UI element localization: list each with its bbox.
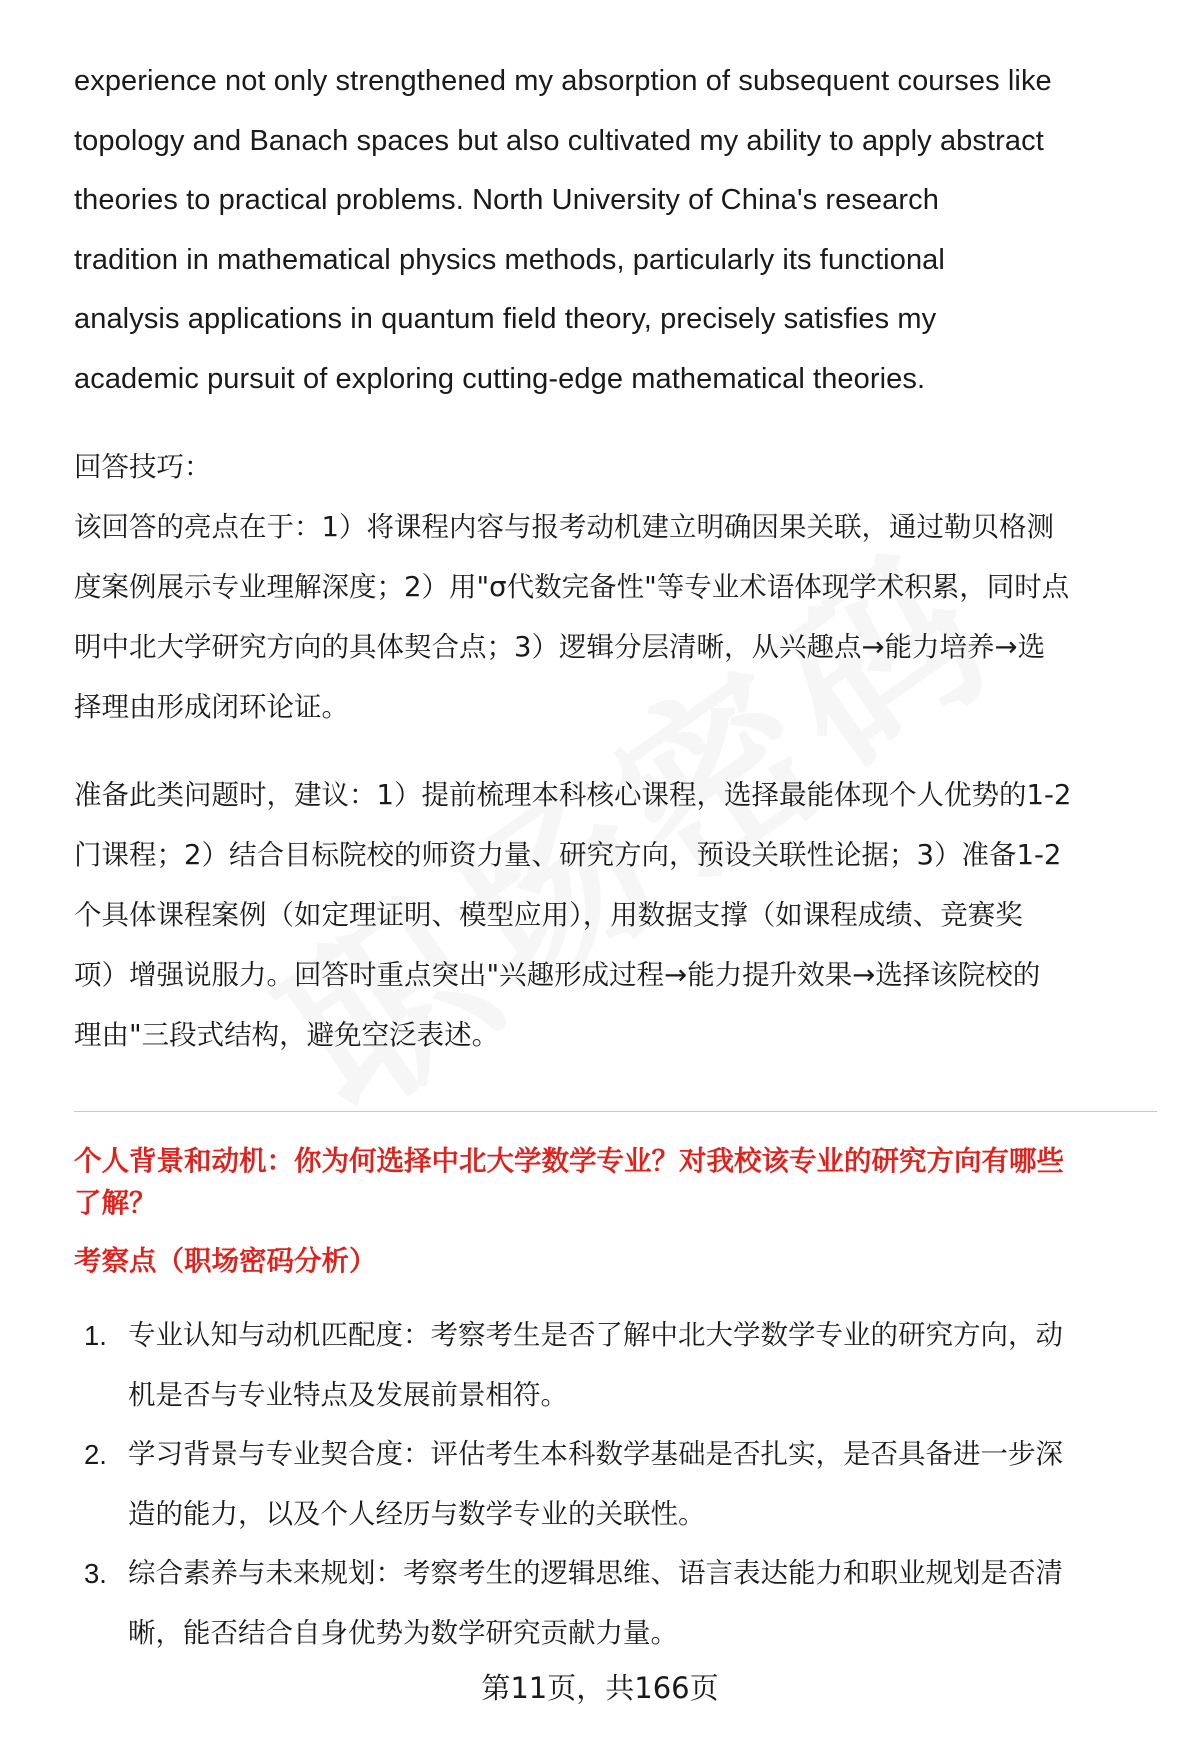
- list-item-line: 造的能力，以及个人经历与数学专业的关联性。: [128, 1497, 706, 1530]
- preparation-line: 门课程；2）结合目标院校的师资力量、研究方向，预设关联性论据；3）准备1-2: [74, 839, 1062, 871]
- preparation-line: 项）增强说服力。回答时重点突出"兴趣形成过程→能力提升效果→选择该院校的: [74, 959, 1041, 991]
- page-content: [74, 52, 1157, 1663]
- list-item-line: 晰，能否结合自身优势为数学研究贡献力量。: [128, 1616, 678, 1649]
- list-item-number: 2.: [84, 1439, 107, 1470]
- tips-paragraph: [74, 497, 1157, 737]
- list-item-number: 1.: [84, 1320, 107, 1351]
- tips-line: 度案例展示专业理解深度；2）用"σ代数完备性"等专业术语体现学术积累，同时点: [74, 571, 1070, 603]
- tips-heading: 回答技巧：: [74, 451, 212, 483]
- intro-line: topology and Banach spaces but also cultivated my ability to apply abstract: [74, 124, 1044, 157]
- focus-heading: 考察点（职场密码分析）: [74, 1245, 377, 1277]
- tips-line: 明中北大学研究方向的具体契合点；3）逻辑分层清晰，从兴趣点→能力培养→选: [74, 631, 1046, 663]
- question-line: 了解？: [74, 1187, 157, 1219]
- intro-line: theories to practical problems. North University of China's research: [74, 184, 939, 216]
- list-item: [74, 1544, 1157, 1663]
- section-divider: [74, 1111, 1157, 1112]
- intro-line: experience not only strengthened my absorption of subsequent courses like: [74, 65, 1052, 97]
- list-item-line: 综合素养与未来规划：考察考生的逻辑思维、语言表达能力和职业规划是否清: [128, 1557, 1063, 1589]
- preparation-line: 个具体课程案例（如定理证明、模型应用），用数据支撑（如课程成绩、竞赛奖: [74, 899, 1023, 931]
- page-footer: 第11页，共166页: [481, 1671, 719, 1705]
- preparation-line: 理由"三段式结构，避免空泛表述。: [74, 1019, 500, 1051]
- list-item-line: 机是否与专业特点及发展前景相符。: [128, 1378, 568, 1411]
- intro-line: analysis applications in quantum field theory, precisely satisfies my: [74, 303, 937, 335]
- question-heading: [74, 1140, 1157, 1224]
- tips-line: 择理由形成闭环论证。: [74, 691, 349, 723]
- intro-line: academic pursuit of exploring cutting-edge mathematical theories.: [74, 362, 926, 395]
- focus-list: [74, 1306, 1157, 1663]
- list-item-number: 3.: [84, 1558, 107, 1589]
- list-item: [74, 1425, 1157, 1544]
- list-item-line: 专业认知与动机匹配度：考察考生是否了解中北大学数学专业的研究方向，动: [128, 1319, 1063, 1351]
- intro-paragraph: [74, 52, 1157, 409]
- list-item: [74, 1306, 1157, 1425]
- tips-line: 该回答的亮点在于：1）将课程内容与报考动机建立明确因果关联，通过勒贝格测: [74, 511, 1054, 543]
- question-line: 个人背景和动机：你为何选择中北大学数学专业？对我校该专业的研究方向有哪些: [74, 1145, 1064, 1177]
- intro-line: tradition in mathematical physics methods, particularly its functional: [74, 243, 945, 276]
- list-item-line: 学习背景与专业契合度：评估考生本科数学基础是否扎实，是否具备进一步深: [128, 1438, 1063, 1470]
- preparation-line: 准备此类问题时，建议：1）提前梳理本科核心课程，选择最能体现个人优势的1-2: [74, 779, 1072, 811]
- preparation-paragraph: [74, 765, 1157, 1065]
